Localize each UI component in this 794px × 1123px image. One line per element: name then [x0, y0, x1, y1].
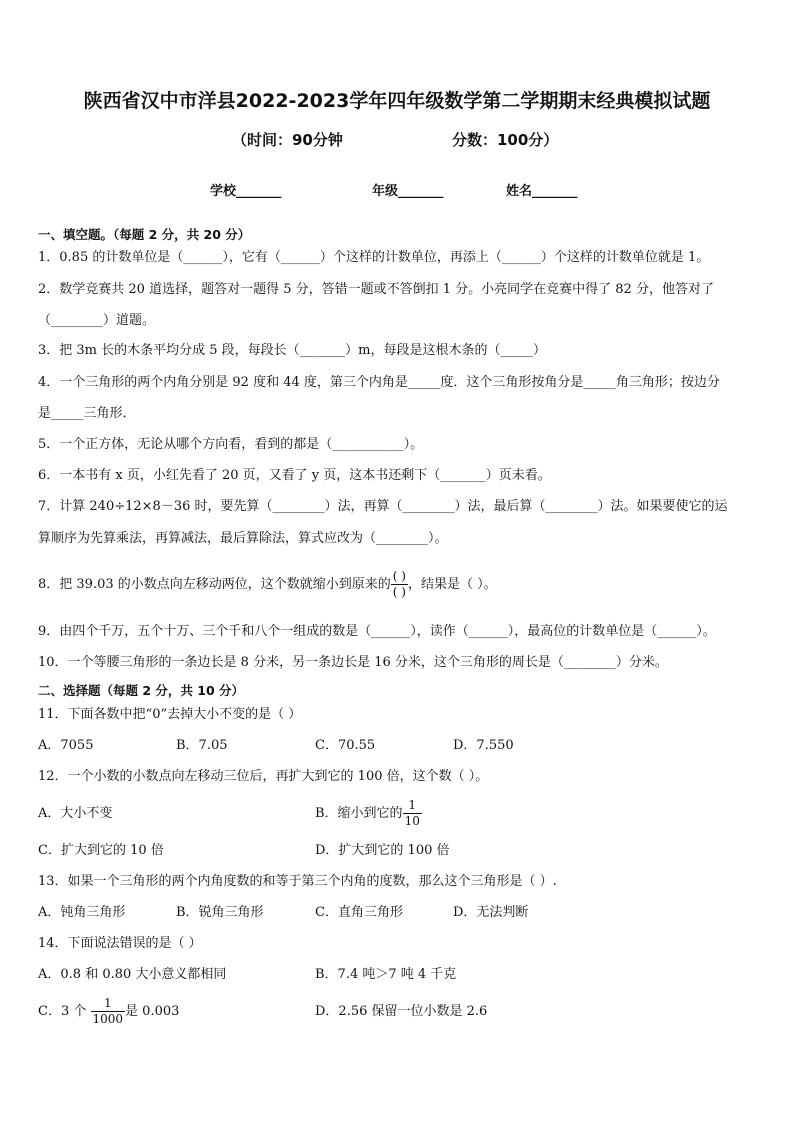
q14-option-c-result: 是 0.003 — [125, 1004, 180, 1019]
q14-option-a: A．0.8 和 0.80 大小意义都相同 — [38, 967, 227, 982]
q12-option-b-text: B．缩小到它的 — [315, 806, 403, 821]
fraction-numerator: ( ) — [392, 569, 406, 583]
grade-field: 年级_______ — [372, 184, 444, 199]
question-2-line2: （________）道题。 — [38, 313, 156, 328]
q13-option-d: D．无法判断 — [453, 905, 529, 920]
question-10: 10．一个等腰三角形的一条边长是 8 分米，另一条边长是 16 分米，这个三角形的周长是（________）分米。 — [38, 655, 668, 670]
q13-option-c: C．直角三角形 — [315, 905, 403, 920]
q12-fraction-denominator: 10 — [404, 814, 420, 828]
q14-fraction-numerator: 1 — [91, 996, 126, 1012]
section-heading-fill: 一、填空题。（每题 2 分，共 20 分） — [38, 227, 251, 242]
question-12: 12．一个小数的小数点向左移动三位后，再扩大到它的 100 倍，这个数（ ）。 — [38, 769, 489, 784]
q14-option-c-text: C．3 个 — [38, 1004, 87, 1019]
question-2-line1: 2．数学竞赛共 20 道选择，题答对一题得 5 分，答错一题或不答倒扣 1 分。小亮同学在竞赛中得了 82 分，他答对了 — [38, 282, 714, 297]
q14-fraction-denominator: 1000 — [92, 1012, 124, 1026]
q11-option-a: A．7055 — [38, 738, 94, 753]
q12-option-c: C．扩大到它的 10 倍 — [38, 843, 164, 858]
q14-fraction — [91, 996, 126, 1027]
question-1: 1．0.85 的计数单位是（______），它有（______）个这样的计数单位，再添上（______）个这样的计数单位就是 1。 — [38, 250, 710, 265]
school-field: 学校_______ — [210, 184, 282, 199]
question-8-result: ，结果是（ ）。 — [407, 577, 497, 592]
q13-option-b: B．锐角三角形 — [176, 905, 264, 920]
q12-option-d: D．扩大到它的 100 倍 — [315, 843, 450, 858]
exam-score: 分数：100分） — [452, 131, 559, 149]
name-field: 姓名_______ — [506, 184, 578, 199]
exam-time: （时间：90分钟 — [232, 131, 343, 149]
q11-option-b: B．7.05 — [176, 738, 228, 753]
fraction-blank — [391, 569, 408, 600]
q14-option-d: D．2.56 保留一位小数是 2.6 — [315, 1004, 488, 1019]
q11-option-c: C．70.55 — [315, 738, 376, 753]
question-8 — [38, 567, 497, 603]
q12-option-a: A．大小不变 — [38, 806, 113, 821]
question-9: 9．由四个千万，五个十万、三个千和八个一组成的数是（______），读作（______），最高位的计数单位是（______）。 — [38, 624, 716, 639]
question-7-line2: 算顺序为先算乘法，再算减法，最后算除法，算式应改为（________）。 — [38, 531, 448, 546]
page-title: 陕西省汉中市洋县2022-2023学年四年级数学第二学期期末经典模拟试题 — [83, 90, 711, 112]
fraction-denominator: ( ) — [392, 585, 406, 599]
question-6: 6．一本书有 x 页，小红先看了 20 页，又看了 y 页，这本书还剩下（_______）页未看。 — [38, 468, 551, 483]
question-4-line2: 是_____三角形． — [38, 406, 136, 421]
q12-option-b — [315, 796, 422, 832]
question-7-line1: 7．计算 240÷12×8－36 时，要先算（________）法，再算（________）法，最后算（________）法。如果要使它的运 — [38, 499, 728, 514]
q13-option-a: A．钝角三角形 — [38, 905, 126, 920]
section-heading-choice: 二、选择题（每题 2 分，共 10 分） — [38, 683, 245, 698]
q14-option-c — [38, 994, 179, 1030]
question-14: 14．下面说法错误的是（ ） — [38, 936, 202, 951]
q12-fraction-numerator: 1 — [403, 798, 422, 814]
question-8-text: 8．把 39.03 的小数点向左移动两位，这个数就缩小到原来的 — [38, 577, 391, 592]
question-3: 3．把 3m 长的木条平均分成 5 段，每段长（_______）m，每段是这根木条的（_____） — [38, 343, 546, 358]
question-11: 11．下面各数中把“0”去掉大小不变的是（ ） — [38, 707, 302, 722]
q11-option-d: D．7.550 — [453, 738, 514, 753]
question-4-line1: 4．一个三角形的两个内角分别是 92 度和 44 度，第三个内角是_____度．这个三角形按角分是_____角三角形；按边分 — [38, 375, 720, 390]
question-13: 13．如果一个三角形的两个内角度数的和等于第三个内角的度数，那么这个三角形是（ ）. — [38, 874, 557, 889]
question-5: 5．一个正方体，无论从哪个方向看，看到的都是（___________）。 — [38, 437, 424, 452]
q12-fraction — [403, 798, 422, 829]
q14-option-b: B．7.4 吨＞7 吨 4 千克 — [315, 967, 457, 982]
